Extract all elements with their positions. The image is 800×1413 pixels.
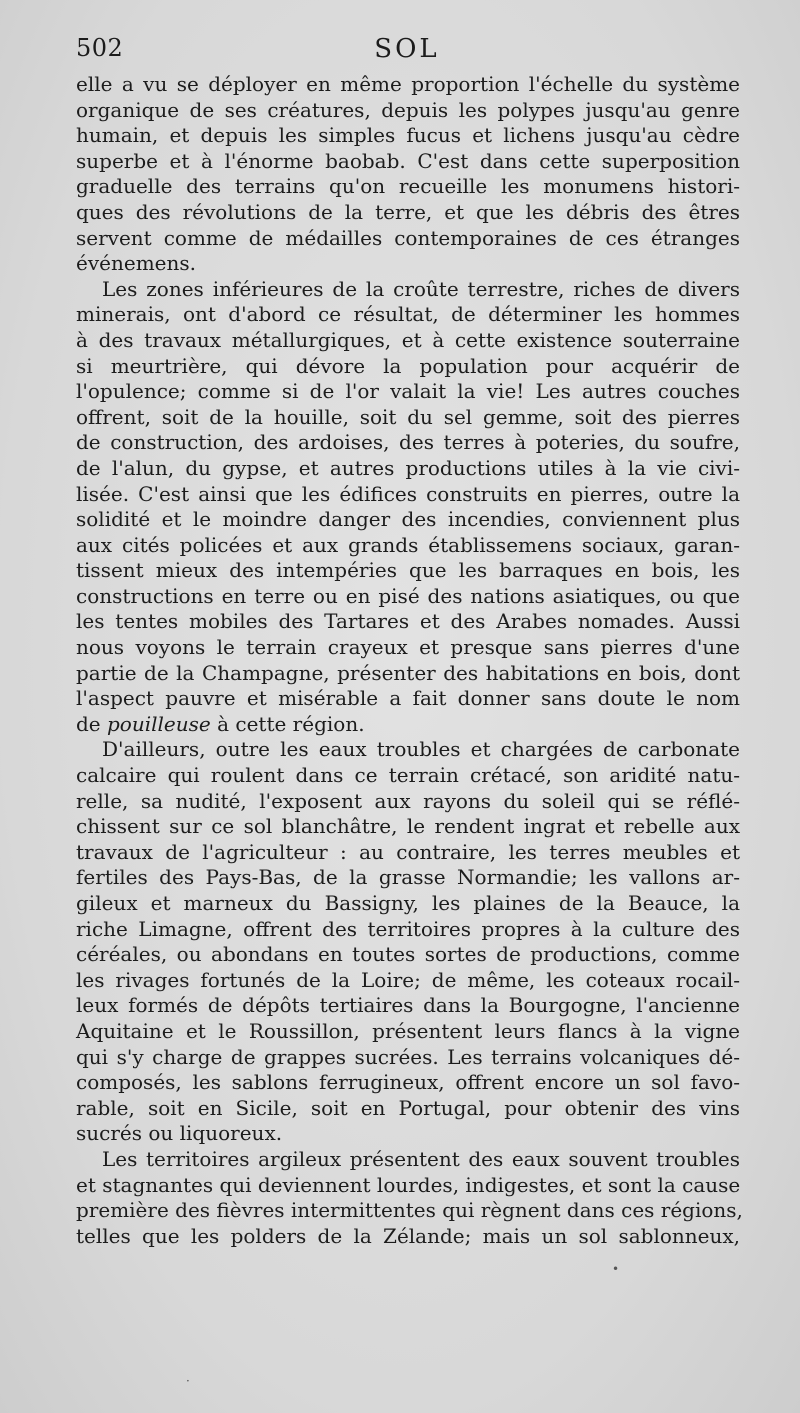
line-text: organique de ses créatures, depuis les polypes jusqu'au genre [76,97,740,122]
text-line [76,763,740,789]
text-line [76,1147,740,1173]
line-text: composés, les sablons ferrugineux, offrent encore un sol favo- [76,1070,740,1095]
line-text: rable, soit en Sicile, soit en Portugal, pour obtenir des vins [76,1095,740,1120]
line-text: minerais, ont d'abord ce résultat, de déterminer les hommes [76,302,740,327]
line-text: gileux et marneux du Bassigny, les plaines de la Beauce, la [76,891,740,915]
text-line [76,993,740,1019]
line-text: lisée. C'est ainsi que les édifices construits en pierres, outre la [76,481,740,506]
text-line [76,302,740,328]
line-text: superbe et à l'énorme baobab. C'est dans cette superposition [76,148,740,173]
line-text: aux cités policées et aux grands établissemens sociaux, garan- [76,532,740,557]
text-line [76,1070,740,1096]
line-text: telles que les polders de la Zélande; mais un sol sablonneux, [76,1223,740,1248]
text-line [76,635,740,661]
text-line [76,814,740,840]
italic-term: pouilleuse [107,711,211,736]
text-line [76,277,740,303]
text-line [76,1198,743,1224]
running-head: SOL [374,34,440,64]
text-line [76,686,740,712]
text-line [76,1096,740,1122]
line-text: travaux de l'agriculteur : au contraire, les terres meubles et [76,839,740,864]
text-line [76,609,740,635]
line-text: leux formés de dépôts tertiaires dans la Bourgogne, l'ancienne [76,993,740,1018]
text-line [76,405,740,431]
text-line [76,1121,740,1147]
line-text: ques des révolutions de la terre, et que les débris des êtres [76,199,740,224]
text-line [76,98,740,124]
line-text: de [76,711,107,736]
text-line [76,942,740,968]
line-text: constructions en terre ou en pisé des nations asiatiques, ou que [76,583,740,608]
line-text: graduelle des terrains qu'on recueille les monumens histori- [76,174,740,199]
page-number: 502 [76,34,124,62]
text-line [76,251,740,277]
line-text: et stagnantes qui deviennent lourdes, indigestes, et sont la cause [76,1172,741,1197]
line-text: de l'alun, du gypse, et autres productions utiles à la vie civi- [76,455,740,480]
body-text [76,72,743,1249]
page-header [76,34,738,68]
line-text: l'opulence; comme si de l'or valait la vie! Les autres couches [76,379,740,404]
line-text: elle a vu se déployer en même proportion l'échelle du système [76,72,740,96]
text-line [76,712,740,738]
line-text: offrent, soit de la houille, soit du sel gemme, soit des pierres [76,404,740,429]
line-text: riche Limagne, offrent des territoires propres à la culture des [76,916,740,941]
text-line [76,456,740,482]
text-line [76,200,740,226]
text-line [76,1173,740,1199]
line-text: les tentes mobiles des Tartares et des Arabes nomades. Aussi [76,609,740,634]
line-text: première des fièvres intermittentes qui règnent dans ces régions, [76,1198,743,1223]
text-line [76,584,740,610]
text-line [76,174,740,200]
text-line [76,840,740,866]
line-text: tissent mieux des intempéries que les barraques en bois, les [76,558,740,583]
text-line [76,430,740,456]
line-text: sucrés ou liquoreux. [76,1121,283,1146]
text-line [76,226,740,252]
text-line [76,482,740,508]
line-text: Aquitaine et le Roussillon, présentent leurs flancs à la vigne [76,1018,740,1043]
line-text: événemens. [76,251,196,276]
line-text: calcaire qui roulent dans ce terrain crétacé, son aridité natu- [76,763,740,788]
line-text: qui s'y charge de grappes sucrées. Les terrains volcaniques dé- [76,1044,740,1069]
ink-speck: · [186,1374,190,1388]
line-text: partie de la Champagne, présenter des habitations en bois, dont [76,660,740,685]
text-line [76,1224,740,1250]
text-line [76,891,740,917]
line-text: chissent sur ce sol blanchâtre, le rendent ingrat et rebelle aux [76,814,740,839]
line-text: servent comme de médailles contemporaines de ces étranges [76,225,740,250]
text-line [76,1045,740,1071]
line-text: céréales, ou abondans en toutes sortes de productions, comme [76,942,740,967]
line-text: relle, sa nudité, l'exposent aux rayons du soleil qui se réflé- [76,788,740,813]
line-text: humain, et depuis les simples fucus et lichens jusqu'au cèdre [76,123,740,148]
line-text: de construction, des ardoises, des terres à poteries, du soufre, [76,430,740,455]
text-line [76,379,740,405]
line-text: D'ailleurs, outre les eaux troubles et chargées de carbonate [102,737,740,762]
text-line [76,328,740,354]
line-text: l'aspect pauvre et misérable a fait donner sans doute le nom [76,686,740,711]
text-line [76,149,740,175]
text-line [76,533,740,559]
text-line [76,1019,740,1045]
text-line [76,661,740,687]
line-text-continued: à cette région. [210,711,365,736]
text-line [76,507,740,533]
text-line [76,789,740,815]
text-line [76,123,740,149]
line-text: fertiles des Pays-Bas, de la grasse Normandie; les vallons ar- [76,865,740,890]
line-text: solidité et le moindre danger des incendies, conviennent plus [76,507,740,532]
text-line [76,72,740,98]
line-text: nous voyons le terrain crayeux et presque sans pierres d'une [76,635,740,660]
ink-speck: • [612,1262,620,1276]
text-line [76,354,740,380]
text-line [76,917,740,943]
line-text: Les territoires argileux présentent des eaux souvent troubles [102,1146,740,1171]
text-line [76,865,740,891]
line-text: les rivages fortunés de la Loire; de même, les coteaux rocail- [76,967,740,992]
line-text: à des travaux métallurgiques, et à cette existence souterraine [76,327,740,352]
text-line [76,968,740,994]
text-line [76,737,740,763]
line-text: Les zones inférieures de la croûte terrestre, riches de divers [102,276,740,301]
text-line [76,558,740,584]
line-text: si meurtrière, qui dévore la population pour acquérir de [76,353,740,378]
